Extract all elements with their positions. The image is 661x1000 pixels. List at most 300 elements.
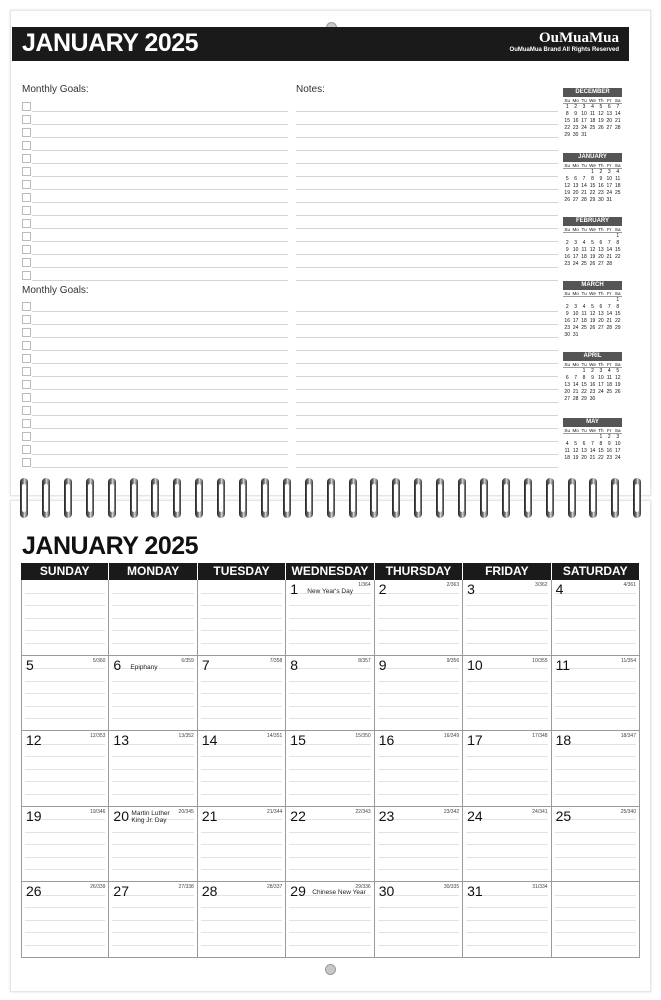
- goal-checkbox[interactable]: [22, 102, 31, 111]
- day-cell-rule: [25, 907, 105, 908]
- day-cell-rule: [201, 920, 282, 921]
- mini-day: 2: [591, 368, 594, 374]
- coil-gap: [22, 484, 26, 512]
- mini-day: [571, 169, 579, 176]
- day-cell-rule: [555, 832, 636, 833]
- day-cell-rule: [466, 794, 547, 795]
- day-number: 16: [378, 732, 395, 749]
- day-cell-rule: [289, 643, 370, 644]
- weekday-header: MONDAY: [109, 563, 197, 580]
- mini-day: 10: [598, 375, 604, 381]
- day-cell[interactable]: [109, 882, 197, 958]
- day-cell-rule: [25, 857, 105, 858]
- coil-gap: [570, 484, 574, 512]
- day-count: 8/357: [358, 657, 371, 664]
- day-number: 29: [290, 883, 306, 900]
- mini-day: 26: [589, 325, 596, 331]
- day-cell[interactable]: [286, 731, 374, 807]
- day-cell-rule: [289, 706, 370, 707]
- mini-day: 1: [599, 434, 603, 440]
- day-number: 26: [26, 883, 42, 900]
- goal-checkbox[interactable]: [22, 167, 31, 176]
- day-cell-rule: [112, 643, 193, 644]
- day-cell-rule: [555, 605, 636, 606]
- day-cell-rule: [289, 857, 370, 858]
- mini-day: 7: [574, 375, 578, 381]
- mini-day: 22: [564, 125, 570, 131]
- day-cell-rule: [378, 932, 459, 933]
- mini-day: 26: [589, 261, 596, 267]
- goal-line: [32, 176, 288, 177]
- day-cell[interactable]: [463, 656, 551, 732]
- day-cell-rule: [555, 618, 636, 619]
- spiral-coil: [390, 478, 402, 520]
- day-cell[interactable]: [286, 807, 374, 883]
- day-cell[interactable]: [463, 807, 551, 883]
- mini-day: 9: [591, 375, 594, 381]
- notes-line: [296, 254, 558, 255]
- goal-checkbox[interactable]: [22, 354, 31, 363]
- mini-week-row: [563, 104, 622, 111]
- day-cell-rule: [378, 593, 459, 594]
- day-cell-rule: [112, 593, 193, 594]
- goal-checkbox[interactable]: [22, 367, 31, 376]
- brand-name: OuMuaMua: [538, 30, 619, 46]
- goal-checkbox[interactable]: [22, 458, 31, 467]
- day-number: 25: [555, 807, 572, 824]
- goal-checkbox[interactable]: [22, 245, 31, 254]
- day-cell-rule: [201, 857, 282, 858]
- day-cell-rule: [466, 869, 547, 870]
- mini-week-row: [563, 396, 622, 403]
- day-cell[interactable]: [552, 807, 640, 883]
- weekday-header: SATURDAY: [552, 563, 640, 580]
- mini-day: 23: [564, 261, 570, 267]
- notes-line: [296, 163, 558, 164]
- day-cell-rule: [201, 832, 282, 833]
- notes-line: [296, 441, 558, 442]
- mini-day: 18: [589, 118, 596, 124]
- mini-day: [580, 332, 588, 339]
- day-number: 8: [290, 656, 299, 673]
- mini-day: 6: [607, 104, 611, 110]
- day-cell-rule: [555, 706, 636, 707]
- mini-day: 23: [589, 389, 596, 395]
- mini-day: 26: [598, 125, 604, 131]
- day-cell-rule: [466, 593, 547, 594]
- goal-checkbox[interactable]: [22, 302, 31, 311]
- day-cell-rule: [466, 907, 547, 908]
- mini-day: 14: [606, 247, 613, 253]
- goal-checkbox[interactable]: [22, 328, 31, 337]
- mini-week-row: [563, 197, 622, 204]
- day-cell-rule: [289, 769, 370, 770]
- goal-checkbox[interactable]: [22, 180, 31, 189]
- notes-line: [296, 189, 558, 190]
- day-number: 24: [467, 807, 483, 824]
- day-cell[interactable]: [198, 731, 286, 807]
- mini-weekday: Th: [598, 227, 604, 232]
- day-count: 14/351: [266, 733, 283, 740]
- day-cell[interactable]: [375, 882, 463, 958]
- mini-week-row: [563, 132, 622, 139]
- mini-weekday: Tu: [581, 291, 587, 296]
- day-count: 31/334: [532, 884, 548, 891]
- mini-day: 9: [599, 176, 603, 182]
- mini-weekday: Fr: [607, 227, 612, 232]
- day-cell[interactable]: [463, 731, 551, 807]
- day-cell[interactable]: [21, 580, 109, 656]
- day-cell-rule: [25, 756, 105, 757]
- mini-weekday: Sa: [614, 98, 621, 103]
- goal-checkbox[interactable]: [22, 154, 31, 163]
- day-cell[interactable]: [198, 807, 286, 883]
- goal-checkbox[interactable]: [22, 315, 31, 324]
- day-number: 3: [467, 581, 475, 597]
- goal-line: [32, 280, 288, 281]
- notes-line: [296, 215, 558, 216]
- goal-checkbox[interactable]: [22, 128, 31, 137]
- day-cell[interactable]: [286, 580, 374, 656]
- day-cell[interactable]: [21, 807, 109, 883]
- mini-weekday: Su: [564, 291, 571, 296]
- mini-day: 15: [589, 183, 596, 189]
- mini-day: 28: [606, 261, 613, 267]
- day-cell-rule: [378, 693, 459, 694]
- notes-line: [296, 389, 558, 390]
- coil-gap: [591, 484, 595, 512]
- coil-gap: [110, 484, 114, 512]
- day-count: 29/336: [355, 884, 371, 891]
- mini-day: 4: [616, 169, 620, 175]
- day-cell[interactable]: [109, 807, 197, 883]
- mini-day: 19: [598, 118, 604, 124]
- mini-weekday: Su: [564, 227, 571, 232]
- notes-line: [296, 454, 558, 455]
- mini-day: 10: [581, 111, 587, 117]
- mini-day: 14: [606, 311, 613, 317]
- goal-checkbox[interactable]: [22, 141, 31, 150]
- day-number: 10: [467, 656, 483, 673]
- goal-checkbox[interactable]: [22, 271, 31, 280]
- day-number: 1: [290, 581, 299, 597]
- mini-day: [588, 434, 596, 441]
- mini-day: 27: [598, 325, 604, 331]
- day-cell-rule: [201, 706, 282, 707]
- day-cell-rule: [466, 605, 547, 606]
- day-count: 20/345: [178, 808, 194, 815]
- mini-day: 5: [574, 441, 578, 447]
- goal-checkbox[interactable]: [22, 193, 31, 202]
- day-cell[interactable]: [463, 882, 551, 958]
- mini-weekday: Fr: [607, 291, 612, 296]
- mini-day: 6: [574, 176, 578, 182]
- mini-day: 14: [614, 111, 621, 117]
- day-count: 18/347: [620, 733, 636, 740]
- day-cell[interactable]: [375, 656, 463, 732]
- goal-line: [32, 267, 288, 268]
- goal-line: [32, 202, 288, 203]
- mini-week-row: [563, 389, 622, 396]
- notes-line: [296, 124, 558, 125]
- mini-day: 18: [564, 455, 570, 461]
- day-number: 21: [201, 807, 218, 824]
- mini-weekday: Th: [598, 291, 604, 296]
- weekday-header: SUNDAY: [21, 563, 109, 580]
- mini-day: 24: [572, 325, 579, 331]
- notes-line: [296, 176, 558, 177]
- weekday-header: FRIDAY: [463, 563, 551, 580]
- mini-day: 7: [591, 441, 594, 447]
- mini-day: 8: [582, 375, 586, 381]
- mini-day: 9: [565, 311, 569, 317]
- day-cell[interactable]: [552, 580, 640, 656]
- day-count: 5/360: [92, 657, 106, 664]
- mini-day: [563, 368, 571, 375]
- day-cell[interactable]: [463, 580, 551, 656]
- day-number: 17: [467, 732, 483, 749]
- goal-line: [32, 441, 288, 442]
- mini-weekday: Sa: [614, 362, 621, 367]
- mini-day: 11: [581, 247, 587, 253]
- day-cell[interactable]: [375, 731, 463, 807]
- goal-line: [32, 337, 288, 338]
- mini-day: [597, 233, 605, 240]
- day-cell-rule: [466, 932, 547, 933]
- day-count: 17/348: [532, 733, 548, 740]
- day-number: 20: [113, 807, 129, 824]
- bottom-page-title: JANUARY 2025: [22, 532, 199, 560]
- day-cell[interactable]: [109, 656, 197, 732]
- mini-day: [571, 434, 579, 441]
- goal-line: [32, 163, 288, 164]
- mini-weekday: Sa: [614, 163, 621, 168]
- day-number: 2: [378, 581, 387, 597]
- goal-checkbox[interactable]: [22, 445, 31, 454]
- mini-day: 20: [572, 190, 579, 196]
- day-cell-rule: [466, 844, 547, 845]
- day-cell-rule: [378, 907, 459, 908]
- mini-weekday: Th: [598, 163, 604, 168]
- goal-line: [32, 124, 288, 125]
- day-count: 27/338: [178, 884, 194, 891]
- day-cell-rule: [555, 932, 636, 933]
- day-cell[interactable]: [552, 656, 640, 732]
- day-count: 16/349: [443, 733, 460, 740]
- mini-day: 30: [589, 396, 596, 402]
- day-cell-rule: [378, 756, 459, 757]
- goal-checkbox[interactable]: [22, 341, 31, 350]
- goal-checkbox[interactable]: [22, 206, 31, 215]
- coil-gap: [329, 484, 333, 512]
- coil-gap: [66, 484, 70, 512]
- mini-day: 4: [565, 441, 569, 447]
- mini-day: 20: [606, 118, 613, 124]
- goal-line: [32, 324, 288, 325]
- day-number: 14: [201, 732, 218, 749]
- day-cell[interactable]: [109, 731, 197, 807]
- coil-gap: [504, 484, 508, 512]
- monthly-goals-label-1: Monthly Goals:: [22, 84, 89, 95]
- mini-day: 25: [589, 125, 596, 131]
- spiral-coil: [84, 478, 96, 520]
- day-cell[interactable]: [375, 580, 463, 656]
- mini-week-row: [563, 125, 622, 132]
- mini-day: 24: [614, 455, 621, 461]
- mini-day: 19: [564, 190, 570, 196]
- goal-line: [32, 189, 288, 190]
- mini-weekday: Mo: [572, 362, 579, 367]
- goal-checkbox[interactable]: [22, 393, 31, 402]
- mini-day: 25: [581, 261, 587, 267]
- mini-day: 14: [572, 382, 579, 388]
- coil-gap: [460, 484, 464, 512]
- goal-checkbox[interactable]: [22, 219, 31, 228]
- mini-day: 15: [564, 118, 570, 124]
- spiral-coil: [587, 478, 599, 520]
- mini-calendar-title: MARCH: [563, 281, 622, 290]
- mini-day: 31: [606, 197, 613, 203]
- day-cell-rule: [555, 769, 636, 770]
- mini-week-row: [563, 233, 622, 240]
- day-cell-rule: [378, 844, 459, 845]
- mini-day: 12: [598, 111, 604, 117]
- day-cell[interactable]: [552, 882, 640, 958]
- day-number: 30: [378, 883, 395, 900]
- mini-weekday: Tu: [581, 362, 587, 367]
- day-cell-rule: [466, 718, 547, 719]
- mini-day: 3: [599, 368, 603, 374]
- day-cell[interactable]: [109, 580, 197, 656]
- mini-day: 27: [606, 125, 613, 131]
- goal-checkbox[interactable]: [22, 115, 31, 124]
- mini-day: [597, 396, 605, 403]
- mini-day: 1: [565, 104, 569, 110]
- notes-line: [296, 150, 558, 151]
- day-cell-rule: [25, 706, 105, 707]
- mini-weekday: Su: [564, 163, 571, 168]
- day-cell[interactable]: [21, 656, 109, 732]
- day-cell-rule: [466, 630, 547, 631]
- goal-checkbox[interactable]: [22, 432, 31, 441]
- day-count: 12/353: [90, 733, 106, 740]
- mini-day: [588, 233, 596, 240]
- day-cell[interactable]: [198, 882, 286, 958]
- day-count: 9/356: [446, 657, 460, 664]
- mini-day: [580, 233, 588, 240]
- day-cell[interactable]: [198, 656, 286, 732]
- mini-day: 27: [564, 396, 570, 402]
- spiral-coil: [609, 478, 621, 520]
- holiday-label: New Year's Day: [307, 588, 353, 595]
- weekday-header: TUESDAY: [198, 563, 286, 580]
- mini-day: 2: [607, 434, 611, 440]
- spiral-coil: [347, 478, 359, 520]
- mini-day: 11: [589, 111, 596, 117]
- day-number: 11: [555, 656, 571, 673]
- day-cell-rule: [466, 706, 547, 707]
- coil-gap: [285, 484, 289, 512]
- mini-day: 20: [581, 455, 587, 461]
- goal-checkbox[interactable]: [22, 232, 31, 241]
- day-cell-rule: [201, 932, 282, 933]
- mini-day: 22: [589, 190, 596, 196]
- mini-day: [605, 297, 613, 304]
- goal-line: [32, 137, 288, 138]
- spiral-coil: [434, 478, 446, 520]
- day-cell-rule: [555, 907, 636, 908]
- day-cell[interactable]: [375, 807, 463, 883]
- goal-checkbox[interactable]: [22, 380, 31, 389]
- notes-line: [296, 350, 558, 351]
- day-cell-rule: [112, 693, 193, 694]
- mini-day: 4: [591, 104, 594, 110]
- day-cell-rule: [25, 920, 105, 921]
- day-cell-rule: [112, 932, 193, 933]
- day-number: 22: [290, 807, 306, 824]
- spiral-coil: [456, 478, 468, 520]
- goal-line: [32, 215, 288, 216]
- day-count: 2/363: [446, 582, 460, 588]
- spiral-coil: [500, 478, 512, 520]
- notes-line: [296, 111, 558, 112]
- day-cell[interactable]: [21, 882, 109, 958]
- mini-day: 2: [565, 304, 569, 310]
- day-cell-rule: [201, 605, 282, 606]
- day-cell-rule: [555, 794, 636, 795]
- mini-weekday: Fr: [607, 362, 612, 367]
- mini-day: [571, 368, 579, 375]
- day-cell-rule: [201, 668, 282, 669]
- day-cell-rule: [555, 681, 636, 682]
- notes-line: [296, 376, 558, 377]
- mini-day: 10: [614, 441, 621, 447]
- day-cell-rule: [112, 605, 193, 606]
- day-cell-rule: [555, 895, 636, 896]
- day-cell[interactable]: [286, 656, 374, 732]
- mini-day: 28: [572, 396, 579, 402]
- day-cell-rule: [112, 681, 193, 682]
- day-number: 19: [26, 807, 42, 824]
- day-cell-rule: [25, 630, 105, 631]
- goal-checkbox[interactable]: [22, 419, 31, 428]
- mini-day: 9: [574, 111, 578, 117]
- goal-checkbox[interactable]: [22, 406, 31, 415]
- day-cell[interactable]: [21, 731, 109, 807]
- day-cell[interactable]: [198, 580, 286, 656]
- mini-day: 9: [607, 441, 611, 447]
- mini-day: 1: [616, 233, 620, 239]
- day-cell[interactable]: [552, 731, 640, 807]
- notes-line: [296, 415, 558, 416]
- mini-day: 3: [607, 169, 611, 175]
- mini-day: [588, 132, 596, 139]
- day-cell-rule: [25, 643, 105, 644]
- day-cell-rule: [466, 857, 547, 858]
- day-count: 22/343: [355, 808, 371, 815]
- day-cell[interactable]: [286, 882, 374, 958]
- day-cell-rule: [25, 869, 105, 870]
- coil-gap: [351, 484, 355, 512]
- day-cell-rule: [555, 844, 636, 845]
- mini-day: 6: [599, 304, 603, 310]
- day-cell-rule: [289, 718, 370, 719]
- goal-checkbox[interactable]: [22, 258, 31, 267]
- mini-day: 2: [574, 104, 578, 110]
- day-count: 26/339: [90, 884, 106, 891]
- mini-day: 6: [599, 240, 603, 246]
- spiral-coil: [522, 478, 534, 520]
